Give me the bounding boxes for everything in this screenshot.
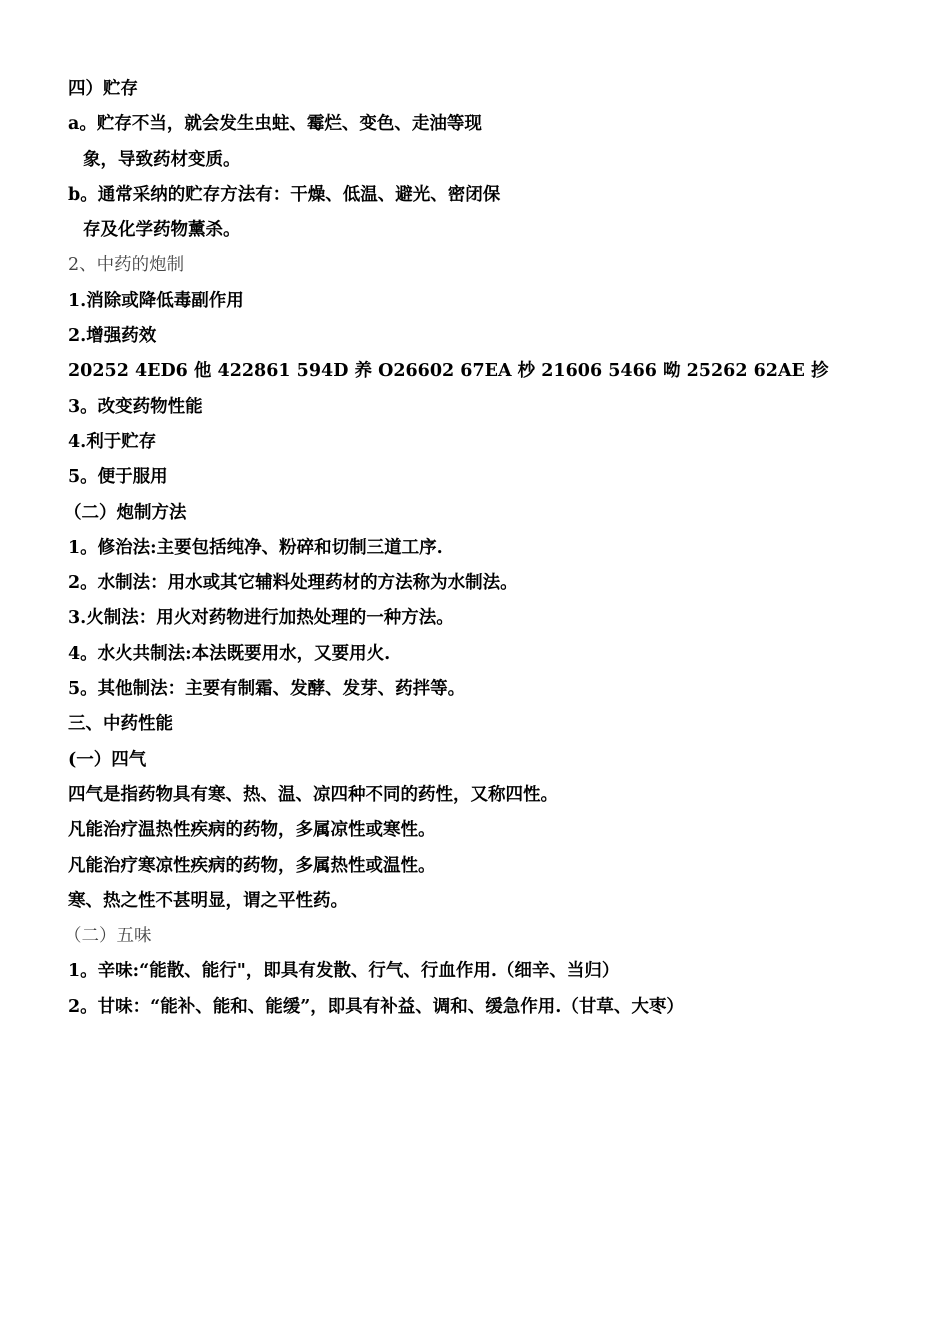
list-item: 5。便于服用 bbox=[68, 467, 168, 488]
section-heading-storage: 四）贮存 bbox=[68, 79, 138, 99]
list-item: 1。修治法:主要包括纯净、粉碎和切制三道工序. bbox=[68, 537, 443, 558]
list-item: 4。水火共制法:本法既要用水，又要用火. bbox=[68, 643, 391, 664]
section-heading-properties: 三、中药性能 bbox=[68, 714, 173, 735]
paragraph-line: 象，导致药材变质。 bbox=[83, 149, 241, 170]
paragraph-line: b。通常采纳的贮存方法有：干燥、低温、避光、密闭保 bbox=[68, 184, 501, 205]
paragraph-line: 四气是指药物具有寒、热、温、凉四种不同的药性，又称四性。 bbox=[68, 784, 558, 805]
paragraph-line: 存及化学药物薰杀。 bbox=[83, 220, 241, 241]
paragraph-line: a。贮存不当，就会发生虫蛀、霉烂、变色、走油等现 bbox=[68, 114, 482, 135]
list-item: 1.消除或降低毒副作用 bbox=[68, 290, 244, 311]
subsection-heading-four-qi: (一）四气 bbox=[68, 749, 147, 770]
list-item: 3.火制法：用火对药物进行加热处理的一种方法。 bbox=[68, 608, 454, 629]
subsection-heading-methods: （二）炮制方法 bbox=[64, 502, 187, 523]
document-body bbox=[64, 72, 928, 1025]
list-item: 2.增强药效 bbox=[68, 326, 157, 347]
garbled-text-line: 20252 4ED6 他 422861 594D 养 O26602 67EA 杪 21606 5466 呦 25262 62AE 抮 bbox=[68, 361, 829, 382]
list-item: 4.利于贮存 bbox=[68, 431, 157, 452]
paragraph-line: 凡能治疗寒凉性疾病的药物，多属热性或温性。 bbox=[68, 855, 436, 876]
subsection-heading-five-flavors: （二）五味 bbox=[64, 926, 152, 947]
list-item: 3。改变药物性能 bbox=[68, 396, 203, 417]
list-item: 5。其他制法：主要有制霜、发酵、发芽、药拌等。 bbox=[68, 679, 466, 700]
list-item: 1。辛味:“能散、能行"，即具有发散、行气、行血作用.（细辛、当归） bbox=[68, 961, 620, 982]
list-item: 2。水制法：用水或其它辅料处理药材的方法称为水制法。 bbox=[68, 573, 518, 594]
list-item: 2。甘味：“能补、能和、能缓”，即具有补益、调和、缓急作用.（甘草、大枣） bbox=[68, 996, 684, 1017]
section-heading-processing: 2、中药的炮制 bbox=[68, 255, 185, 276]
paragraph-line: 寒、热之性不甚明显，谓之平性药。 bbox=[68, 890, 348, 911]
paragraph-line: 凡能治疗温热性疾病的药物，多属凉性或寒性。 bbox=[68, 820, 436, 841]
